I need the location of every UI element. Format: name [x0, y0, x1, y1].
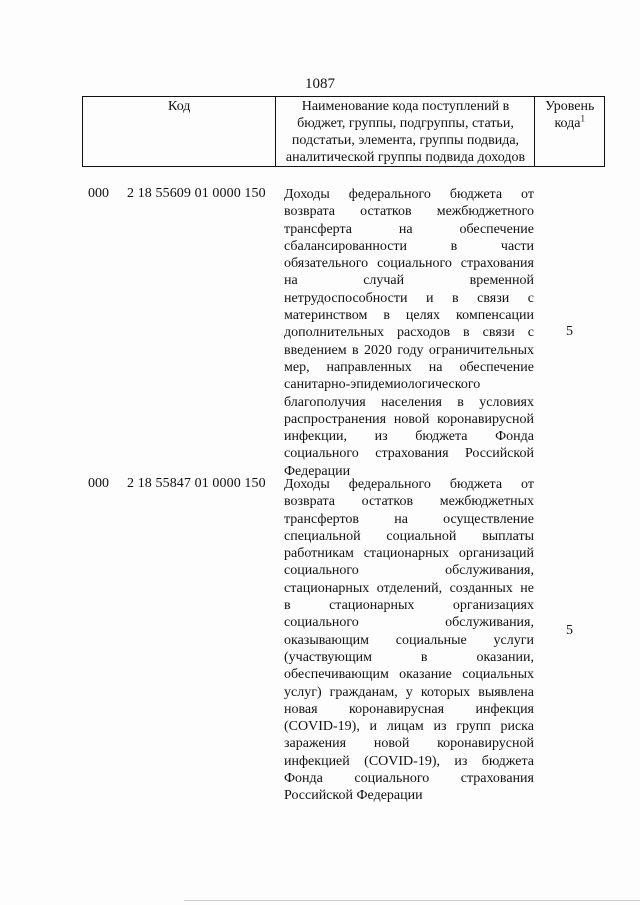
- desc-line: (COVID-19), и лицам из групп риска: [284, 719, 534, 735]
- desc-line: введением в 2020 году ограничительных: [284, 342, 534, 358]
- admin-code: 000: [88, 186, 109, 201]
- desc-line: Российской Федерации: [284, 788, 423, 804]
- header-name-line: аналитической группы подвида доходов: [285, 150, 526, 165]
- desc-line: возврата остатков межбюджетного: [284, 204, 534, 220]
- income-code: 2 18 55609 01 0000 150: [127, 186, 266, 201]
- desc-line: мер, направленных на обеспечение: [284, 359, 534, 375]
- desc-line: обеспечивающим оказание социальных: [284, 667, 534, 683]
- header-level-line: [537, 115, 602, 132]
- desc-line: благополучия населения в условиях: [284, 394, 534, 410]
- desc-line: Фонда социального страхования: [284, 771, 534, 787]
- desc-line: Доходы федерального бюджета от: [284, 477, 534, 492]
- desc-line: стационарных отделений, созданных не: [284, 580, 534, 596]
- desc-line: специальной социальной выплаты: [284, 528, 534, 544]
- desc-line: Федерации: [284, 463, 351, 479]
- income-description: [284, 476, 534, 805]
- header-name: [276, 97, 535, 167]
- header-level: [535, 97, 605, 167]
- desc-line: оказывающим социальные услуги: [284, 632, 534, 648]
- desc-line: социального обслуживания,: [284, 563, 534, 579]
- desc-line: санитарно-эпидемиологического: [284, 377, 481, 393]
- income-code: 2 18 55847 01 0000 150: [127, 476, 266, 491]
- desc-line: распространения новой коронавирусной: [284, 411, 534, 427]
- desc-line: дополнительных расходов в связи с: [284, 325, 534, 341]
- header-level-kod: кода: [554, 116, 581, 131]
- desc-line: Доходы федерального бюджета от: [284, 187, 534, 202]
- desc-line: заражения новой коронавирусной: [284, 736, 534, 752]
- desc-line: трансферта на обеспечение: [284, 221, 534, 237]
- desc-line: нетрудоспособности и в связи с: [284, 290, 534, 306]
- table-header: [82, 96, 605, 167]
- desc-line: (участвующим в оказании,: [284, 649, 534, 665]
- desc-line: обязательного социального страхования: [284, 256, 534, 272]
- desc-line: сбалансированности в части: [284, 238, 534, 254]
- desc-line: социального страхования Российской: [284, 446, 534, 462]
- header-name-line: подстатьи, элемента, группы подвида,: [291, 133, 520, 148]
- desc-line: на случай временной: [284, 273, 534, 289]
- header-name-line: Наименование кода поступлений в: [301, 99, 510, 114]
- level-value: 5: [566, 623, 573, 638]
- level-value: 5: [566, 324, 573, 339]
- page-number: 1087: [305, 76, 335, 92]
- desc-line: в стационарных организациях: [284, 598, 534, 614]
- admin-code: 000: [88, 476, 109, 491]
- desc-line: трансфертов на осуществление: [284, 511, 534, 527]
- desc-line: инфекции, из бюджета Фонда: [284, 429, 534, 445]
- scan-edge-divider: [184, 900, 640, 901]
- desc-line: социального обслуживания,: [284, 615, 534, 631]
- header-level-line: Уровень: [545, 99, 595, 114]
- header-code: Код: [83, 97, 276, 167]
- footnote-marker: 1: [580, 113, 585, 124]
- desc-line: работникам стационарных организаций: [284, 546, 534, 562]
- header-name-line: бюджет, группы, подгруппы, статьи,: [297, 116, 514, 131]
- desc-line: возврата остатков межбюджетных: [284, 494, 534, 510]
- income-description: [284, 186, 534, 480]
- desc-line: инфекцией (COVID-19), из бюджета: [284, 753, 534, 769]
- desc-line: услуг) гражданам, у которых выявлена: [284, 684, 534, 700]
- desc-line: новая коронавирусная инфекция: [284, 701, 534, 717]
- desc-line: материнством в целях компенсации: [284, 308, 534, 324]
